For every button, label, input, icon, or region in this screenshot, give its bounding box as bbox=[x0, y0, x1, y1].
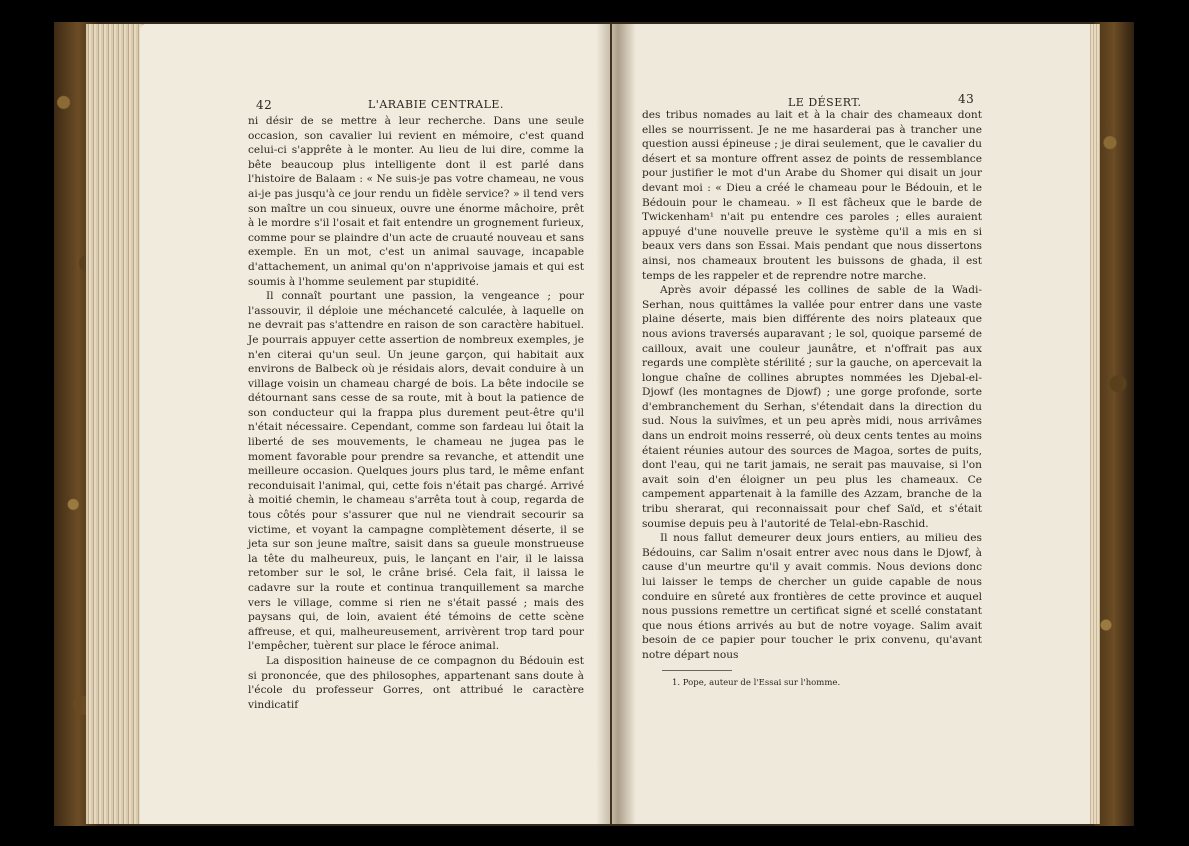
book-gutter-shadow bbox=[596, 24, 636, 824]
footnote-rule bbox=[662, 670, 732, 671]
right-running-head: LE DÉSERT. bbox=[788, 96, 862, 109]
right-page-number: 43 bbox=[958, 92, 975, 106]
left-paragraph: ni désir de se mettre à leur recherche. Dans une seule occasion, son cavalier lui revient en mémoire, c'est quand celui-ci s'apprête à le monter. Au lieu de lui dire, comme la bête beaucoup plus intelligente dont il est parlé dans l'histoire de Balaam : « Ne suis-je pas votre chameau, ne vous ai-je pas jusqu'à ce jour rendu un fidèle service? » il tend vers son maître un cou sinueux, ouvre une énorme mâchoire, prêt à le mordre s'il l'osait et fait entendre un grognement furieux, comme pour se plaindre d'un acte de cruauté nouveau et sans exemple. En un mot, c'est un animal sauvage, incapable d'attachement, un animal qu'on n'apprivoise jamais et qui est soumis à l'homme seulement par stupidité. bbox=[248, 115, 584, 288]
left-paragraph: La disposition haineuse de ce compagnon du Bédouin est si prononcée, que des philosophes, appartenant sans doute à l'école du professeur Gorres, ont attribué le caractère vindicatif bbox=[248, 654, 584, 711]
right-paragraph: Après avoir dépassé les collines de sable de la Wadi-Serhan, nous quittâmes la vallée pour entrer dans une vaste plaine déserte, mais bien différente des noirs plateaux que nous avions traversés auparavant ; le sol, quoique parsemé de cailloux, avait une couleur jaunâtre, et n'offrait pas aux regards une complète stérilité ; sur la gauche, on apercevait la longue chaîne de collines abruptes nommées les Djebal-el-Djowf (les montagnes de Djowf) ; une gorge profonde, sorte d'embranchement du Serhan, s'étendait dans la direction du sud. Nous la suivîmes, et un peu après midi, nous arrivâmes dans un endroit moins resserré, où deux cents tentes au moins étaient réunies autour des sources de Magoa, sortes de puits, dont l'eau, qui ne tarit jamais, ne serait pas mauvaise, si l'on avait soin d'en éloigner un peu plus les chameaux. Ce campement appartenait à la famille des Azzam, branche de la tribu sherarat, qui reconnaissait pour chef Saïd, et s'était soumise depuis peu à l'autorité de Telal-ebn-Raschid. bbox=[642, 284, 982, 530]
left-page-number: 42 bbox=[256, 98, 273, 112]
left-paragraph: Il connaît pourtant une passion, la vengeance ; pour l'assouvir, il déploie une méchanceté calculée, à laquelle on ne devrait pas s'attendre en raison de son caractère habituel. Je pourrais appuyer cette assertion de nombreux exemples, je n'en citerai qu'un seul. Un jeune garçon, qui habitait aux environs de Balbeck où je résidais alors, devait conduire à un village voisin un chameau chargé de bois. La bête indocile se détournant sans cesse de sa route, mit à bout la patience de son conducteur qui la frappa plus durement peut-être qu'il n'était nécessaire. Cependant, comme son fardeau lui ôtait la liberté de ses mouvements, le chameau ne jugea pas le moment favorable pour prendre sa revanche, et attendit une meilleure occasion. Quelques jours plus tard, le même enfant reconduisait l'animal, qui, cette fois n'était pas chargé. Arrivé à moitié chemin, le chameau s'arrêta tout à coup, regarda de tous côtés pour s'assurer que nul ne viendrait secourir sa victime, et voyant la campagne complètement déserte, il se jeta sur son jeune maître, saisit dans sa gueule monstrueuse la tête du malheureux, puis, le lançant en l'air, il le laissa retomber sur le sol, le crâne brisé. Cela fait, il laissa le cadavre sur la route et continua tranquillement sa marche vers le village, comme si rien ne s'était passé ; mais des paysans qui, de loin, avaient été témoins de cette scène affreuse, et qui, malheureusement, arrivèrent trop tard pour l'empêcher, tuèrent sur place le féroce animal. bbox=[248, 290, 584, 653]
left-running-head: L'ARABIE CENTRALE. bbox=[368, 98, 504, 111]
page-edges-left bbox=[86, 24, 146, 824]
right-page-text bbox=[642, 108, 982, 663]
right-page bbox=[612, 24, 1090, 824]
footnote: 1. Pope, auteur de l'Essai sur l'homme. bbox=[672, 678, 841, 688]
right-paragraph: des tribus nomades au lait et à la chair des chameaux dont elles se nourrissent. Je ne me hasarderai pas à trancher une question aussi épineuse ; je dirai seulement, que le cavalier du désert et sa monture offrent assez de points de ressemblance pour justifier le mot d'un Arabe du Shomer qui disait un jour devant moi : « Dieu a créé le chameau pour le Bédouin, et le Bédouin pour le chameau. » Il est fâcheux que le barde de Twickenham¹ n'ait pu entendre ces paroles ; elles auraient appuyé d'une nouvelle preuve le système qu'il a mis en si beaux vers dans son Essai. Mais pendant que nous dissertons ainsi, nos chameaux broutent les buissons de ghada, il est temps de les rappeler et de reprendre notre marche. bbox=[642, 109, 982, 282]
marbled-cover-right bbox=[1094, 22, 1134, 826]
left-page bbox=[140, 24, 610, 824]
left-page-text bbox=[248, 114, 584, 712]
right-paragraph: Il nous fallut demeurer deux jours entiers, au milieu des Bédouins, car Salim n'osait entrer avec nous dans le Djowf, à cause d'un meurtre qu'il y avait commis. Nous devions donc lui laisser le temps de chercher un guide capable de nous conduire en sûreté aux frontières de cette province et auquel nous pussions remettre un certificat signé et scellé constatant que nous étions arrivés au but de notre voyage. Salim avait besoin de ce papier pour toucher le prix convenu, qu'avant notre départ nous bbox=[642, 532, 982, 661]
